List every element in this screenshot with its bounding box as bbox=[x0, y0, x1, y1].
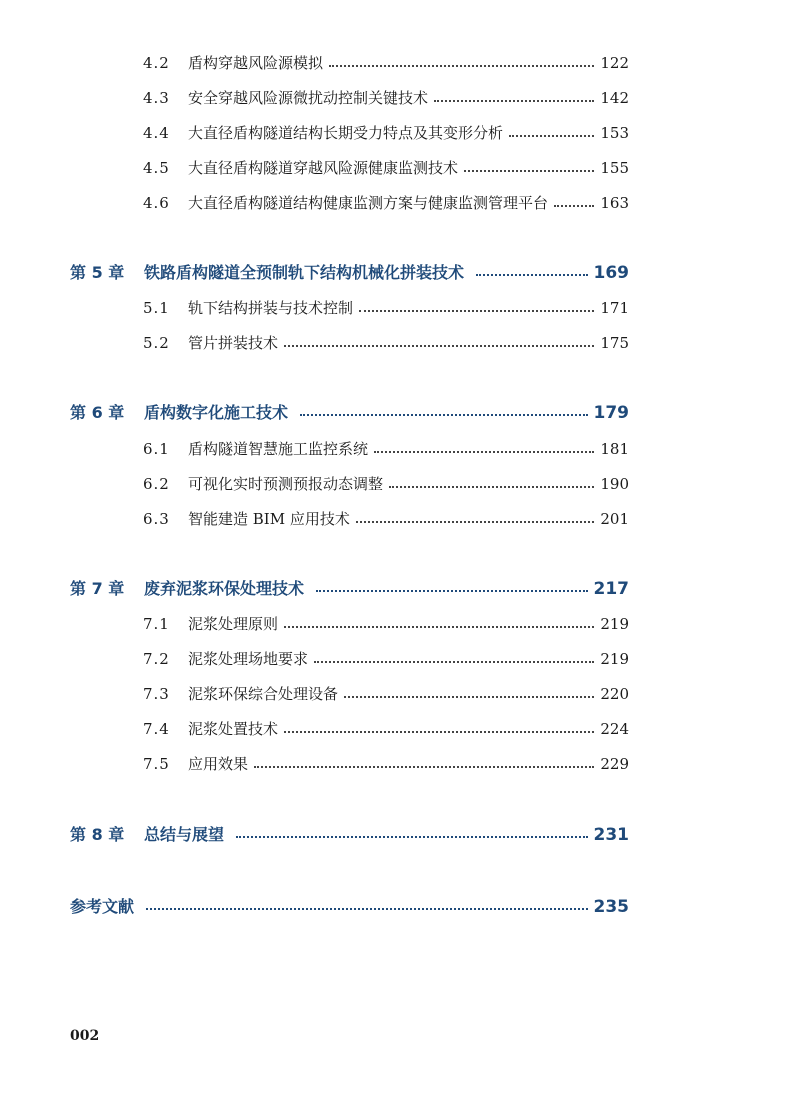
toc-section-entry[interactable] bbox=[143, 753, 629, 774]
chapter-number: 第 7 章 bbox=[70, 579, 125, 598]
section-number: 7.5 bbox=[143, 755, 170, 773]
section-title: 可视化实时预测预报动态调整 bbox=[188, 475, 384, 493]
toc-section-entry[interactable] bbox=[143, 52, 629, 73]
section-number: 7.4 bbox=[143, 720, 170, 738]
page-ref: 190 bbox=[600, 475, 629, 493]
toc-section-entry[interactable] bbox=[143, 648, 629, 669]
page-ref: 235 bbox=[593, 897, 629, 917]
toc-chapter-entry[interactable] bbox=[70, 894, 629, 917]
dot-leader bbox=[316, 590, 587, 592]
dot-leader bbox=[359, 310, 594, 312]
dot-leader bbox=[236, 836, 587, 838]
section-number: 6.1 bbox=[143, 440, 170, 458]
section-number: 4.6 bbox=[143, 194, 170, 212]
section-number: 7.1 bbox=[143, 615, 170, 633]
section-title: 大直径盾构隧道结构长期受力特点及其变形分析 bbox=[188, 124, 504, 142]
section-number: 4.2 bbox=[143, 54, 170, 72]
page-ref: 219 bbox=[600, 615, 629, 633]
dot-leader bbox=[389, 486, 594, 488]
dot-leader bbox=[254, 766, 594, 768]
chapter-title: 总结与展望 bbox=[144, 825, 225, 844]
chapter-title: 铁路盾构隧道全预制轨下结构机械化拼装技术 bbox=[144, 263, 465, 282]
section-number: 4.5 bbox=[143, 159, 170, 177]
dot-leader bbox=[464, 170, 594, 172]
chapter-number: 第 5 章 bbox=[70, 263, 125, 282]
section-title: 盾构隧道智慧施工监控系统 bbox=[188, 440, 369, 458]
dot-leader bbox=[476, 274, 587, 276]
toc-chapter-entry[interactable] bbox=[70, 576, 629, 599]
dot-leader bbox=[314, 661, 594, 663]
page-ref: 220 bbox=[600, 685, 629, 703]
section-number: 6.2 bbox=[143, 475, 170, 493]
page-ref: 175 bbox=[600, 334, 629, 352]
toc-section-entry[interactable] bbox=[143, 473, 629, 494]
page-ref: 179 bbox=[593, 403, 629, 423]
toc-section-entry[interactable] bbox=[143, 122, 629, 143]
dot-leader bbox=[284, 345, 594, 347]
dot-leader bbox=[356, 521, 595, 523]
dot-leader bbox=[434, 100, 594, 102]
section-number: 4.4 bbox=[143, 124, 170, 142]
section-title: 泥浆环保综合处理设备 bbox=[188, 685, 339, 703]
page-ref: 142 bbox=[600, 89, 629, 107]
toc-section-entry[interactable] bbox=[143, 157, 629, 178]
dot-leader bbox=[509, 135, 594, 137]
section-number: 7.2 bbox=[143, 650, 170, 668]
page-ref: 155 bbox=[600, 159, 629, 177]
chapter-title: 参考文献 bbox=[70, 897, 135, 916]
page-ref: 224 bbox=[600, 720, 629, 738]
dot-leader bbox=[554, 205, 594, 207]
toc-section-entry[interactable] bbox=[143, 718, 629, 739]
chapter-number: 第 6 章 bbox=[70, 403, 125, 422]
section-title: 管片拼装技术 bbox=[188, 334, 279, 352]
toc-section-entry[interactable] bbox=[143, 297, 629, 318]
section-title: 大直径盾构隧道结构健康监测方案与健康监测管理平台 bbox=[188, 194, 549, 212]
page-ref: 181 bbox=[600, 440, 629, 458]
toc-section-entry[interactable] bbox=[143, 332, 629, 353]
dot-leader bbox=[344, 696, 594, 698]
page-ref: 231 bbox=[593, 825, 629, 845]
dot-leader bbox=[300, 414, 587, 416]
toc-section-entry[interactable] bbox=[143, 87, 629, 108]
page-ref: 169 bbox=[593, 263, 629, 283]
section-title: 智能建造 BIM 应用技术 bbox=[188, 510, 350, 528]
page-ref: 122 bbox=[600, 54, 629, 72]
toc-section-entry[interactable] bbox=[143, 613, 629, 634]
section-title: 泥浆处理原则 bbox=[188, 615, 279, 633]
chapter-title: 废弃泥浆环保处理技术 bbox=[144, 579, 305, 598]
section-title: 安全穿越风险源微扰动控制关键技术 bbox=[188, 89, 429, 107]
page-ref: 229 bbox=[600, 755, 629, 773]
section-title: 应用效果 bbox=[188, 755, 249, 773]
section-number: 4.3 bbox=[143, 89, 170, 107]
section-title: 大直径盾构隧道穿越风险源健康监测技术 bbox=[188, 159, 459, 177]
section-title: 泥浆处理场地要求 bbox=[188, 650, 309, 668]
toc-chapter-entry[interactable] bbox=[70, 400, 629, 423]
dot-leader bbox=[329, 65, 594, 67]
dot-leader bbox=[374, 451, 594, 453]
toc-section-entry[interactable] bbox=[143, 508, 629, 529]
page-number: 002 bbox=[70, 1028, 100, 1044]
page-ref: 217 bbox=[593, 579, 629, 599]
section-number: 6.3 bbox=[143, 510, 170, 528]
toc-section-entry[interactable] bbox=[143, 438, 629, 459]
page-ref: 153 bbox=[600, 124, 629, 142]
chapter-number: 第 8 章 bbox=[70, 825, 125, 844]
page-ref: 163 bbox=[600, 194, 629, 212]
section-title: 泥浆处置技术 bbox=[188, 720, 279, 738]
chapter-title: 盾构数字化施工技术 bbox=[144, 403, 289, 422]
page-ref: 201 bbox=[600, 510, 629, 528]
section-number: 7.3 bbox=[143, 685, 170, 703]
dot-leader bbox=[146, 908, 587, 910]
dot-leader bbox=[284, 626, 594, 628]
page-ref: 219 bbox=[600, 650, 629, 668]
section-title: 轨下结构拼装与技术控制 bbox=[188, 299, 354, 317]
dot-leader bbox=[284, 731, 594, 733]
toc-chapter-entry[interactable] bbox=[70, 260, 629, 283]
section-title: 盾构穿越风险源模拟 bbox=[188, 54, 324, 72]
toc-chapter-entry[interactable] bbox=[70, 822, 629, 845]
toc-section-entry[interactable] bbox=[143, 192, 629, 213]
section-number: 5.1 bbox=[143, 299, 170, 317]
page-ref: 171 bbox=[600, 299, 629, 317]
toc-section-entry[interactable] bbox=[143, 683, 629, 704]
section-number: 5.2 bbox=[143, 334, 170, 352]
